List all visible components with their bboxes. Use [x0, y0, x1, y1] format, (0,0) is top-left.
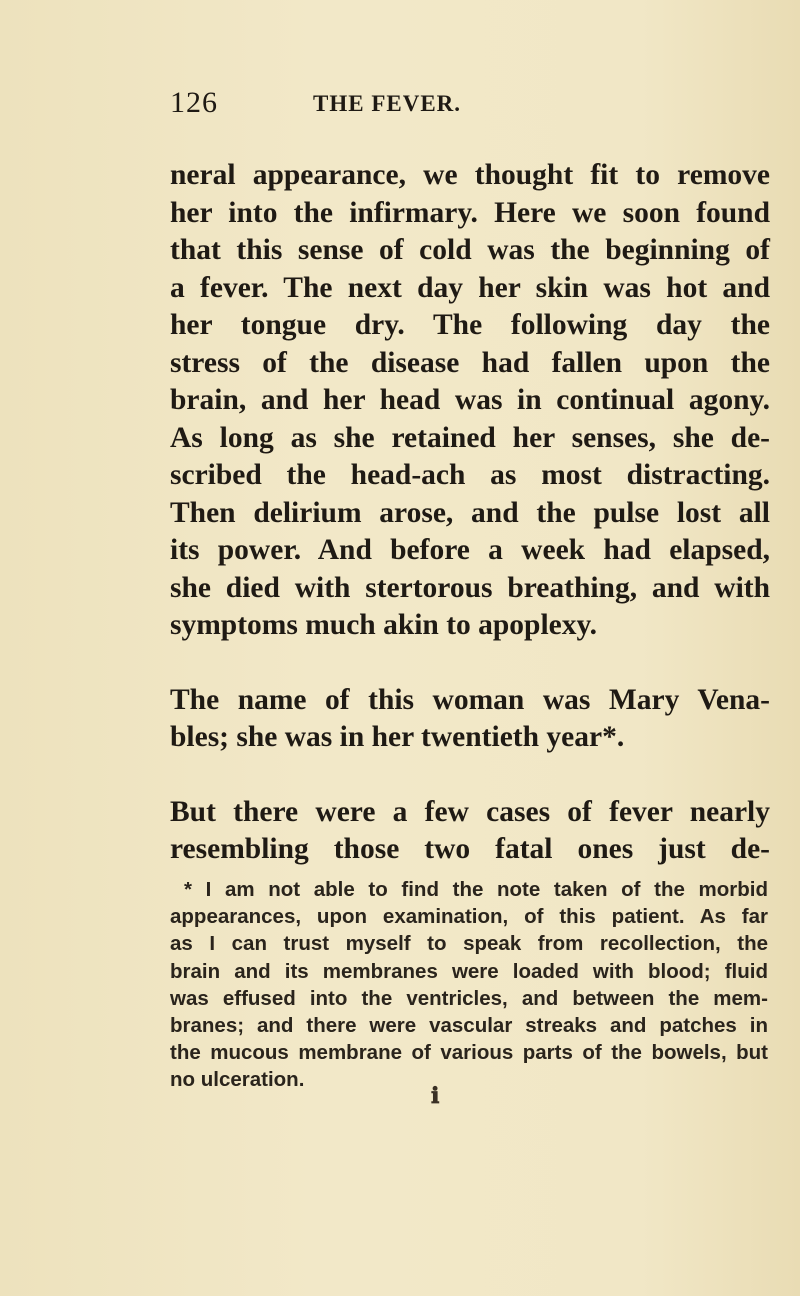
footnote-line: appearances, upon examination, of this patient. As far [170, 905, 768, 929]
paragraph-2 [170, 682, 770, 757]
running-title: THE FEVER. [313, 91, 462, 116]
page-number: 126 [170, 86, 218, 119]
text-line: her tongue dry. The following day the [170, 309, 770, 341]
text-line: her into the infirmary. Here we soon found [170, 196, 770, 229]
footnote-line: the mucous membrane of various parts of the bowels, but [170, 1041, 768, 1065]
text-line: that this sense of cold was the beginning of [170, 234, 770, 266]
text-line: resembling those two fatal ones just de- [170, 833, 770, 865]
paragraph-gap [170, 645, 770, 682]
text-line: Then delirium arose, and the pulse lost all [170, 496, 770, 529]
paragraph-gap [170, 757, 770, 794]
footnote-line: as I can trust myself to speak from recollection, the [170, 932, 768, 956]
footnote-line: * I am not able to find the note taken of the morbid [184, 878, 768, 901]
text-line: brain, and her head was in continual agony. [170, 384, 770, 416]
paragraph-3 [170, 794, 770, 869]
text-line: she died with stertorous breathing, and with [170, 571, 770, 604]
text-line: But there were a few cases of fever nearly [170, 795, 770, 828]
footnote [170, 876, 768, 1094]
catchword-mark: ℹ [431, 1083, 440, 1108]
text-line: As long as she retained her senses, she de- [170, 421, 770, 454]
text-line: neral appearance, we thought fit to remove [170, 159, 770, 191]
footnote-line: no ulceration. [170, 1068, 305, 1092]
text-line: The name of this woman was Mary Vena- [170, 683, 770, 716]
footnote-line: branes; and there were vascular streaks and patches in [170, 1013, 768, 1037]
body-text [170, 157, 770, 869]
text-line: symptoms much akin to apoplexy. [170, 609, 598, 641]
text-line: scribed the head-ach as most distracting. [170, 459, 770, 491]
running-head [0, 86, 800, 126]
paragraph-1 [170, 157, 770, 645]
footnote-line: brain and its membranes were loaded with blood; fluid [170, 959, 768, 983]
text-line: a fever. The next day her skin was hot and [170, 271, 770, 304]
text-line: its power. And before a week had elapsed, [170, 534, 770, 566]
footnote-line: was effused into the ventricles, and between the mem- [170, 986, 768, 1010]
text-line: stress of the disease had fallen upon the [170, 346, 770, 379]
text-line: bles; she was in her twentieth year*. [170, 721, 625, 753]
